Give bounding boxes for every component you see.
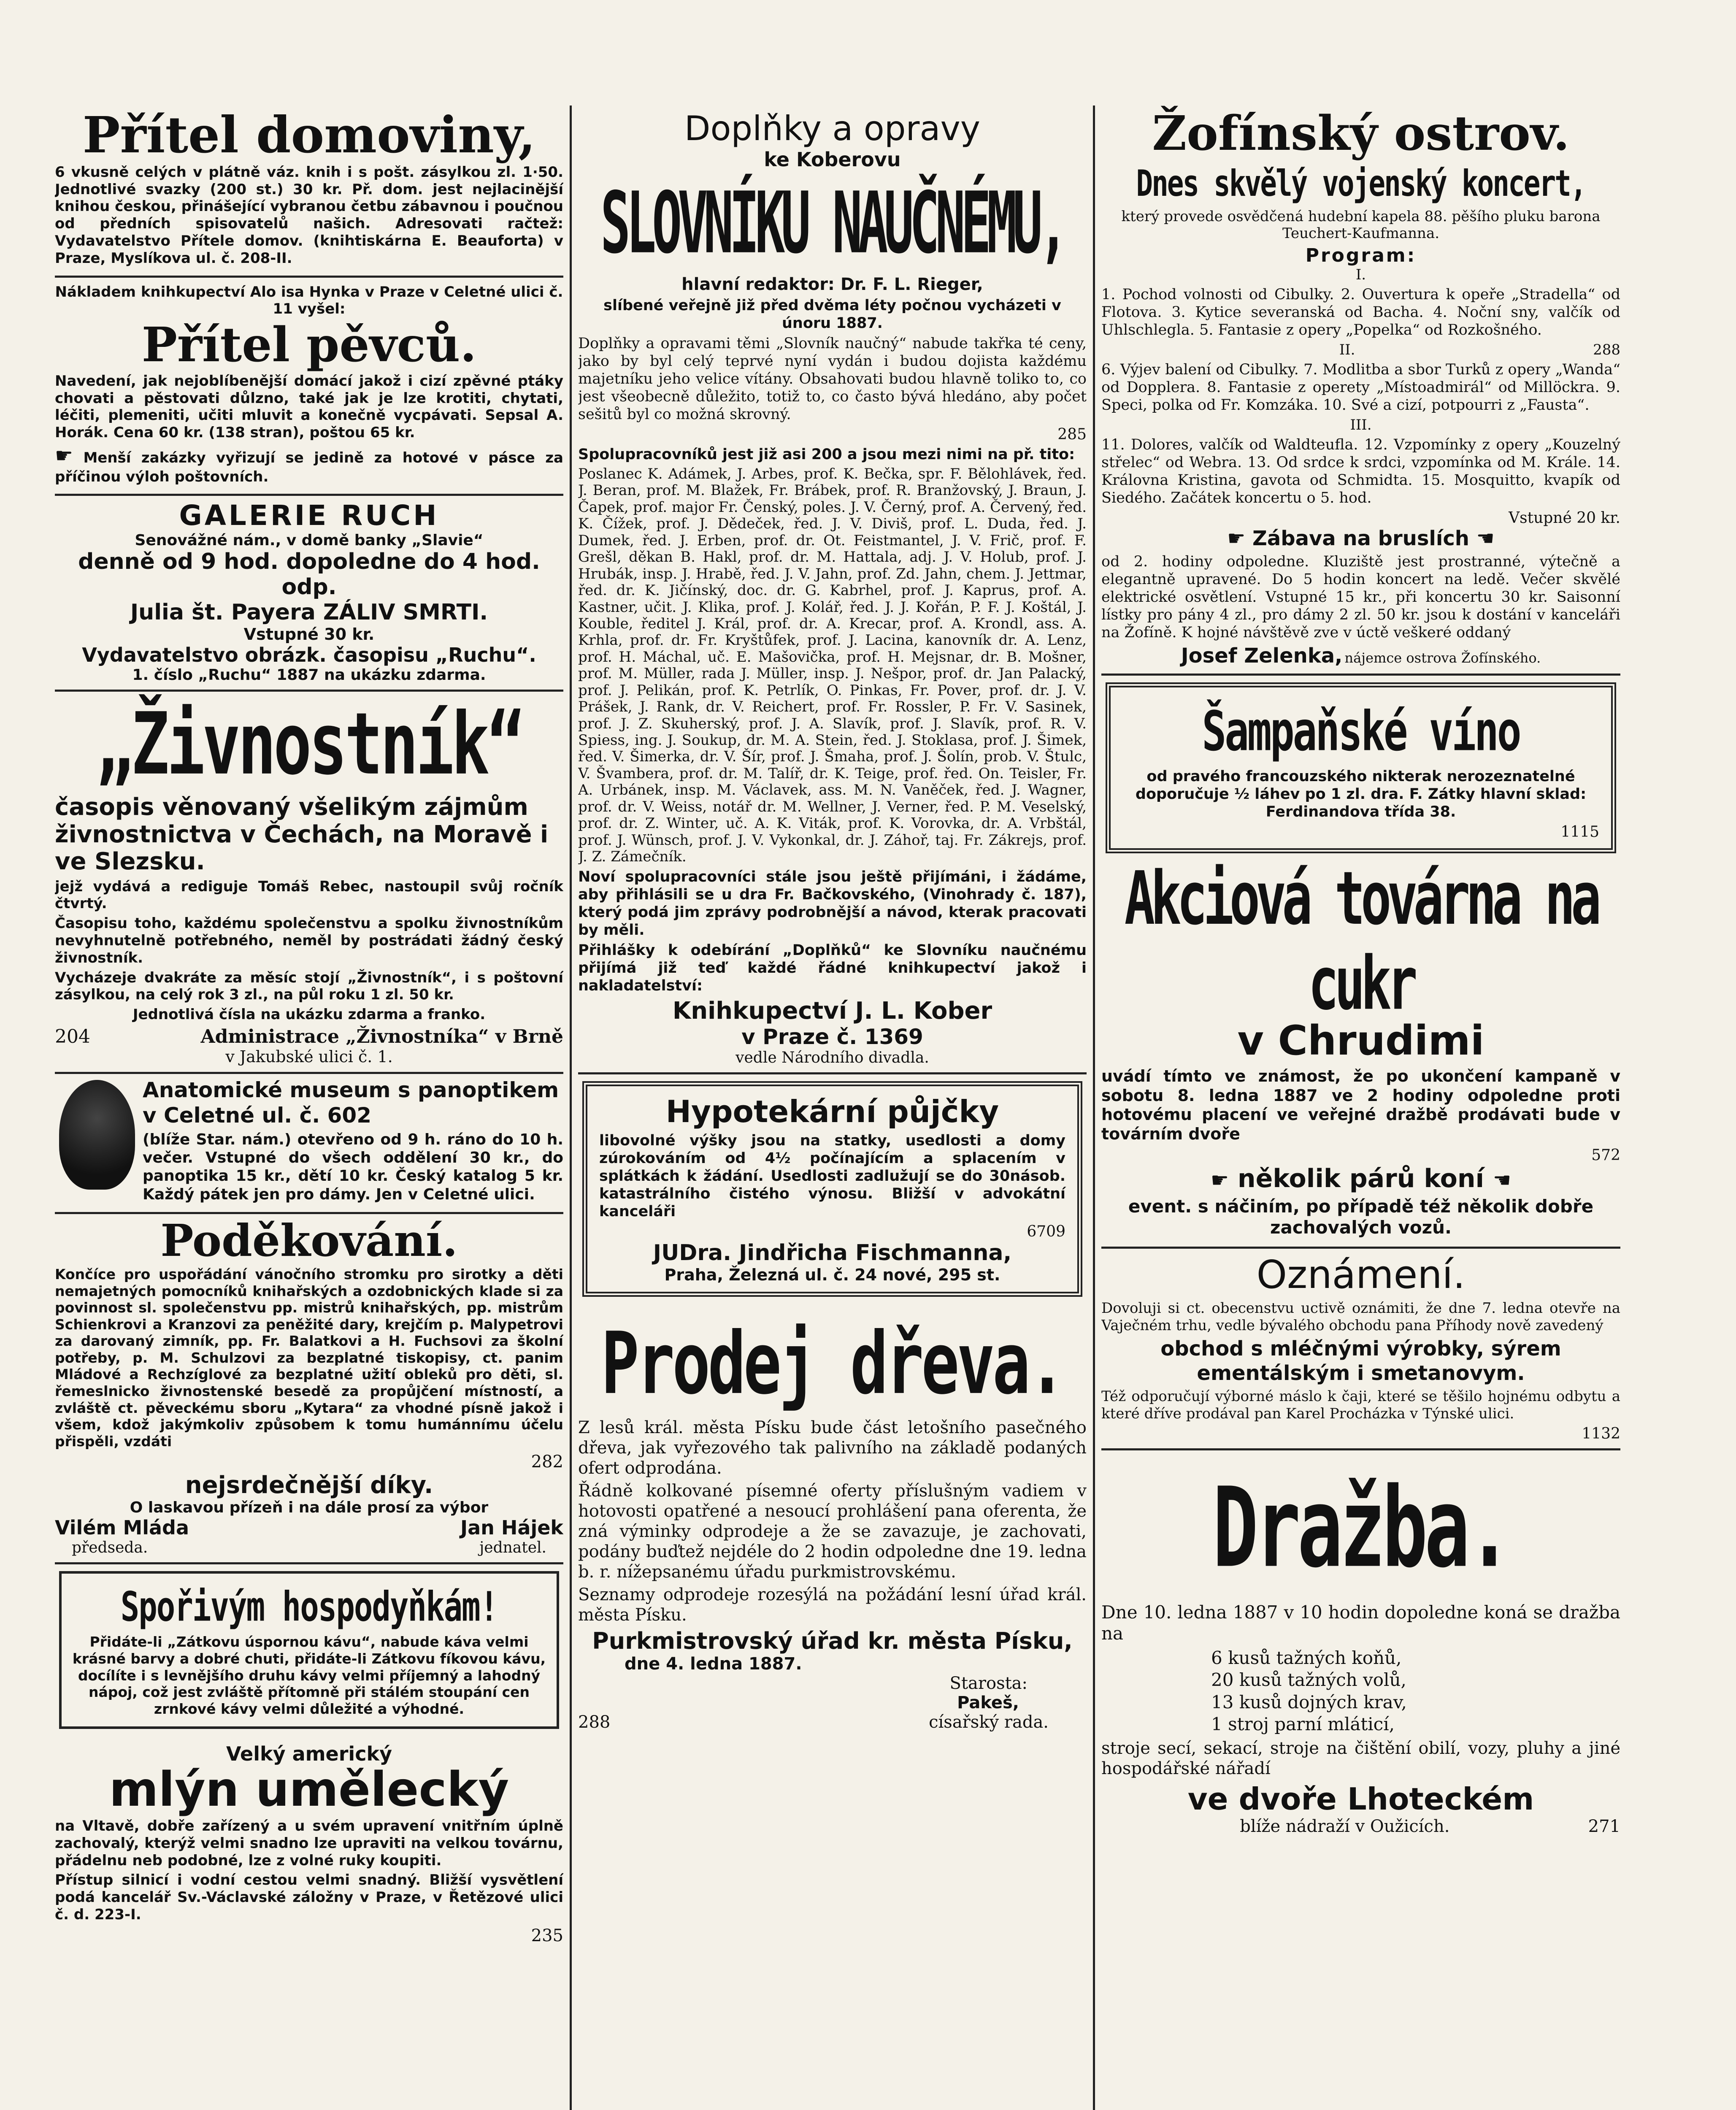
program-part: 1. Pochod volnosti od Cibulky. 2. Ouvertura k opeře „Stradella“ od Flotova. 3. Kytice severanská od Bacha. 4. Noční sny, valčík od Uhlschlegla. 5. Fantasie z opery „Popelka“ od Rozkošného.: [1101, 286, 1620, 339]
ad-number: 288: [578, 1712, 611, 1732]
ad-number: 1115: [1560, 823, 1599, 841]
ad-body: Končíce pro uspořádání vánočního stromku pro sirotky a děti nemajetných pomocníků knihařských a ozdobnických klade si za povinnost sl. společenstvu pp. mistrů knihařských, pp. mistrům Schienkrovi a Kranzovi za peněžité dary, krejčím p. Malypetrovi za darovaný zimník, pp. Fr. Balatkovi a H. Fuchsovi za školní potřeby, p. M. Schulzovi za bezplatné tiskopisy, ct. panim Mládové a Rechzíglové za bezplatné užití obleků pro děti, sl. řemeslnicko živnostenské besedě za propůjčení místností, a zvláště ct. pěveckému sboru „Kytara“ za vhodné písně jakož i všem, kdož jakýmkoliv způsobem k tomu humánnímu účelu přispěli, vzdáti: [55, 1266, 563, 1450]
ad-body: na Vltavě, dobře zařízený a u svém upravení vnitřním úplně zachovalý, kterýž velmi snadno lze upraviti na velkou továrnu, přádelnu neb podobné, lze z volné ruky koupiti.: [55, 1818, 563, 1869]
pointing-hand-icon: ☛: [1210, 1168, 1229, 1192]
editor-line: hlavní redaktor: Dr. F. L. Rieger,: [681, 275, 983, 294]
paragraph: Seznamy odprodeje rozesýlá na požádání lesní úřad král. města Písku.: [578, 1585, 1087, 1625]
paragraph: Doplňky a opravami těmi „Slovník naučný“ nabude takřka té ceny, jako by byl celý teprvé nyní vydán i budou dojista každému majetníku jeho velice vítány. Obsahovati budou hlavně toliko to, co jest všeobecně důležito, totiž to, co často bývá hledáno, aby počet sešitů byl co možná skrovný.: [578, 335, 1087, 423]
program-part: 6. Výjev balení od Cibulky. 7. Modlitba a sbor Turků z opery „Wanda“ od Dopplera. 8. Fantasie z operety „Místoadmirál“ od Millöckra. 9. Speci, polka od Fr. Komzáka. 10. Své a cizí, potpourri z „Fausta“.: [1101, 361, 1620, 414]
ad-akciova-tovarna: [1101, 856, 1620, 1249]
ad-zivnostnik: [55, 692, 563, 1074]
ad-body: libovolné výšky jsou na statky, usedlosti a domy zúrokováním od 4½ počínajícím a splacením v splátkách k žádání. Usedlosti zadlužují se do 30násob. katastrálního čistého výnosu. Bližší v advokátní kanceláři: [599, 1132, 1065, 1220]
ad-title: Žofínský ostrov.: [1152, 106, 1570, 161]
ad-title: Poděkování.: [160, 1214, 458, 1266]
portrait-engraving: [59, 1080, 135, 1190]
paragraph: od 2. hodiny odpoledne. Kluziště jest prostranné, výtečně a elegantně upravené. Do 5 hodin koncert na ledě. Večer skvělé elektrické osvětlení. Vstupné 15 kr., při koncertu 30 kr. Saisonní lístky pro pány 4 zl., pro dámy 2 zl. 50 kr. jsou k dostání v kanceláři na Žofíně. K hojné návštěvě zve v úctě veškeré oddaný: [1101, 553, 1620, 641]
ad-body: Časopisu toho, každému společenstvu a spolku živnostníkům nevyhnutelně potřebného, neměl by postrádati žádný český živnostník.: [55, 915, 563, 966]
signer: Pakeš,: [957, 1693, 1019, 1712]
pointing-hand-icon: ☛: [55, 444, 73, 468]
paragraph: Též odporučují výborné máslo k čaji, které se těšilo hojnému odbytu a které dříve prodával pan Karel Procházka v Týnské ulici.: [1101, 1388, 1620, 1422]
ad-title: „Živnostník“: [95, 695, 523, 794]
ad-body: od pravého francouzského nikterak nerozeznatelné doporučuje ½ láhev po 1 zl. dra. F. Zátky hlavní sklad: Ferdinandova třída 38.: [1135, 768, 1587, 821]
ad-highlight: několik párů koní: [1237, 1163, 1485, 1193]
contributors-list: Poslanec K. Adámek, J. Arbes, prof. K. Bečka, spr. F. Bělohlávek, řed. J. Beran, prof. M. Blažek, Fr. Brábek, prof. R. Branžovský, J. Braun, J. Čapek, prof. major Fr. Čenský, poles. J. V. Černý, prof. A. Červený, řed. K. Čížek, prof. J. Dědeček, řed. J. V. Diviš, prof. L. Duda, řed. J. Dumek, řed. J. Erben, prof. dr. Ot. Feistmantel, J. V. Frič, prof. F. Grešl, děkan B. Hakl, prof. dr. M. Hattala, adj. J. V. Holub, prof. J. Hrubák, insp. J. Hrabě, řed. J. V. Jahn, prof. Zd. Jahn, chem. J. Jettmar, řed. dr. K. Jičínský, doc. dr. G. Kabrhel, prof. J. Kaprus, prof. A. Kastner, učit. J. Klika, prof. J. Kolář, řed. J. J. Kořán, P. F. J. Koštál, J. Kouble, ředitel J. Král, prof. dr. A. Krecar, prof. A. Krondl, ass. A. Krhla, prof. dr. Fr. Kryštůfek, prof. J. Lacina, kanovník dr. A. Lenz, prof. H. Máchal, uč. E. Mašovička, prof. H. Mejsnar, dr. B. Mošner, prof. M. Müller, rada J. Müller, insp. J. Nešpor, prof. dr. Jan Palacký, prof. J. Pelikán, prof. K. Petrlík, O. Pinkas, Fr. Pover, prof. dr. J. V. Prášek, J. Rank, dr. V. Reichert, prof. Fr. Rossler, P. Fr. V. Sasinek, prof. J. Z. Skuherský, prof. J. A. Slavík, prof. J. Slavík, prof. R. V. Spiess, ing. J. Soukup, dr. M. A. Stein, řed. J. Stoklasa, prof. J. Šimek, řed. V. Šimerka, dr. V. Šír, prof. J. Šmaha, prof. J. Šolín, prob. V. Štulc, V. Švambera, prof. dr. M. Talíř, dr. K. Teige, prof. řed. On. Teisler, Fr. A. Urbánek, insp. M. Václavek, ass. M. N. Vaněček, řed. J. Wagner, prof. dr. V. Weiss, notář dr. M. Wellner, J. Verner, řed. P. M. Veselský, prof. dr. Z. Winter, uč. A. K. Viták, prof. K. Vorovka, dr. A. Vrbštál, prof. J. Wünsch, prof. J. V. Vykonkal, dr. J. Záhoř, taj. Fr. Zákrejs, prof. J. Z. Zámečník.: [578, 465, 1087, 866]
ad-galerie-ruch: [55, 496, 563, 692]
ad-title: Prodej dřeva.: [601, 1314, 1064, 1413]
ad-body: event. s náčiním, po případě též několik dobře zachovalých vozů.: [1128, 1196, 1594, 1238]
ad-note: [55, 444, 563, 485]
ad-line: Senovážné nám., v domě banky „Slavie“: [135, 532, 484, 549]
shop-line: obchod s mléčnými výrobky, sýrem ementálským i smetanovym.: [1160, 1336, 1561, 1385]
column-rule: [1093, 106, 1095, 2110]
newspaper-page: [55, 106, 1701, 2110]
ad-number: 572: [1591, 1146, 1620, 1164]
paragraph: Spolupracovníků jest již asi 200 a jsou mezi nimi na př. tito:: [578, 446, 1075, 463]
publisher-address: v Praze č. 1369: [741, 1024, 923, 1049]
ad-pritel-domoviny: [55, 106, 563, 278]
ad-pre: Nákladem knihkupectví Alo isa Hynka v Praze v Celetné ulici č. 11 vyšel:: [55, 283, 563, 318]
signer: Josef Zelenka,: [1181, 644, 1343, 668]
ad-title: Spořivým hospodyňkám!: [120, 1583, 498, 1631]
ad-pritel-pevcu: [55, 278, 563, 496]
signer-1-role: předseda.: [72, 1539, 148, 1557]
intro: slíbené veřejně již před dvěma léty počnou vycházeti v únoru 1887.: [603, 297, 1061, 332]
ad-line: Julia št. Payera ZÁLIV SMRTI.: [130, 600, 488, 625]
auction-item: 20 kusů tažných volů,: [1211, 1669, 1406, 1690]
ad-number: 271: [1588, 1816, 1620, 1836]
publisher: Knihkupectví J. L. Kober: [672, 997, 992, 1025]
part-number: I.: [1355, 266, 1366, 284]
ad-subtitle: v Chrudimi: [1237, 1017, 1485, 1065]
ad-number: 1132: [1582, 1425, 1620, 1442]
ad-number: 285: [1057, 426, 1087, 443]
paragraph: Z lesů král. města Písku bude část letošního pasečného dřeva, jak vyřezového tak palivního na základě podaných ofert odprodána.: [578, 1417, 1087, 1478]
ad-body: Vycházeje dvakráte za měsíc stojí „Živnostník“, i s poštovní zásylkou, na celý rok 3 zl., na půl roku 1 zl. 50 kr.: [55, 969, 563, 1004]
paragraph: Dovoluji si ct. obecenstvu uctivě oznámiti, že dne 7. ledna otevře na Vaječném trhu, vedle bývalého obchodu pana Příhody nově zavedený: [1101, 1300, 1620, 1334]
part-number: III.: [1350, 417, 1372, 434]
ad-line: Vstupné 30 kr.: [243, 625, 375, 644]
ad-headline: SLOVNÍKU NAUČNÉMU,: [600, 173, 1064, 273]
ad-title: Přítel domoviny,: [82, 106, 536, 164]
place: ve dvoře Lhoteckém: [1187, 1781, 1534, 1817]
ad-title: Doplňky a opravy: [684, 109, 981, 148]
ad-admin: Administrace „Živnostníka“ v Brně: [200, 1025, 563, 1047]
ad-zofinsky-ostrov: [1101, 106, 1620, 676]
ad-headline: Dnes skvělý vojenský koncert,: [1136, 162, 1586, 205]
ad-number: 282: [531, 1452, 563, 1472]
signer-2-name: Jan Hájek: [460, 1516, 563, 1539]
column-middle: [578, 106, 1087, 2110]
ad-drazba: [1101, 1450, 1620, 1836]
ad-body: uvádí tímto ve známost, že po ukončení kampaně v sobotu 8. ledna 1887 ve 2 hodiny odpoledne proti hotovému placení ve veřejné dražbě prodávati bude v továrním dvoře: [1101, 1067, 1620, 1143]
ad-sampanske-vino: [1106, 682, 1616, 853]
ad-subtitle: časopis věnovaný všelikým zájmům živnostnictva v Čechách, na Moravě i ve Slezsku.: [55, 793, 549, 876]
pointing-hand-icon: ☚: [1493, 1168, 1512, 1192]
ad-body: Jednotlivá čísla na ukázku zdarma a franko.: [132, 1006, 486, 1023]
admission: Vstupné 20 kr.: [1509, 509, 1620, 527]
paragraph: Noví spolupracovníci stále jsou ještě přijímáni, i žádáme, aby přihlásili se u dra Fr. Bačkovského, (Vinohrady č. 187), který podá jim zprávy podrobnější a návod, kterak pracovati by měli.: [578, 868, 1087, 939]
ad-body: 6 vkusně celých v plátně váz. knih i s pošt. zásylkou zl. 1·50. Jednotlivé svazky (200 st.) 30 kr. Př. dom. jest nejlacinější knihou českou, přinášející vybranou četbu zábavnou i poučnou od předních spisovatelů našich. Adresovati račtež: Vydavatelstvo Přítele domov. (knihtiskárna E. Beauforta) v Praze, Myslíkova ul. č. 208-II.: [55, 163, 563, 267]
ad-body: (blíže Star. nám.) otevřeno od 9 h. ráno do 10 h. večer. Vstupné do všech oddělení 30 kr., do panoptika 15 kr., dětí 10 kr. Český katalog 5 kr. Každý pátek jen pro dámy. Jen v Celetné ulici.: [143, 1131, 563, 1203]
ad-prodej-dreva: [578, 1304, 1087, 1732]
ad-body: Přístup silnicí i vodní cestou velmi snadný. Bližší vysvětlení podá kancelář Sv.-Václavské záložny v Praze, v Řetězové ulici č. d. 223-I.: [55, 1872, 563, 1923]
starosta: Starosta:: [949, 1673, 1028, 1693]
ad-doplnky-slovniku: [578, 106, 1087, 1074]
paragraph: Přihlášky k odebírání „Doplňků“ ke Slovníku naučnému přijímá již teď každé řádné knihkupectví jakož i nakladatelství:: [578, 941, 1087, 994]
ad-title: Anatomické museum s panoptikem v Celetné ul. č. 602: [143, 1077, 559, 1128]
ad-podekovani: [55, 1214, 563, 1565]
ad-title: Akciová továrna na cukr: [1124, 856, 1598, 1027]
ad-title: Šampaňské víno: [1202, 699, 1520, 763]
column-right: [1101, 106, 1620, 2110]
ad-number: 235: [531, 1926, 563, 1945]
ad-anatomicke-museum: [55, 1074, 563, 1214]
ad-line: Vydavatelstvo obrázk. časopisu „Ruchu“.: [82, 644, 536, 667]
pointing-hand-icon: ☚: [1476, 527, 1495, 551]
auction-item: 1 stroj parní mláticí,: [1211, 1714, 1395, 1734]
ad-line: denně od 9 hod. dopoledne do 4 hod. odp.: [78, 549, 540, 600]
pointing-hand-icon: ☛: [1227, 527, 1246, 551]
ad-line: 1. číslo „Ruchu“ 1887 na ukázku zdarma.: [132, 666, 486, 684]
ad-body: jejž vydává a rediguje Tomáš Rebec, nastoupil svůj ročník čtvrtý.: [55, 878, 563, 912]
near: blíže nádraží v Oužicích.: [1240, 1816, 1450, 1836]
paragraph: Řádně kolkované písemné oferty příslušným vadiem v hotovosti opatřené a nesoucí prohlášení pana oferenta, že zná výminky odprodeje a že se zavazuje, je zachovati, podány buďtež nejdéle do 2 hodin odpoledne dne 19. ledna b. r. nížepsanému úřadu purkmistrovskému.: [578, 1481, 1087, 1582]
column-left: [55, 106, 563, 2110]
ad-address: Praha, Železná ul. č. 24 nové, 295 st.: [664, 1265, 1000, 1284]
ad-title: Hypotekární půjčky: [665, 1093, 999, 1129]
ad-number: 204: [55, 1025, 90, 1047]
part-number: II.: [1339, 341, 1355, 359]
publisher-near: vedle Národního divadla.: [736, 1049, 929, 1066]
note-text: Menší zakázky vyřizují se jedině za hotové v pásce za příčinou výloh poštovních.: [55, 449, 563, 485]
intro: který provede osvědčená hudební kapela 88. pěšího pluku barona Teuchert-Kaufmanna.: [1121, 208, 1601, 242]
ad-subtitle: ke Koberovu: [764, 148, 901, 171]
ad-number: 288: [1593, 341, 1620, 359]
signer-2-role: jednatel.: [479, 1539, 546, 1557]
ad-title: GALERIE RUCH: [179, 499, 439, 532]
rank: císařský rada.: [929, 1712, 1049, 1732]
date: dne 4. ledna 1887.: [625, 1654, 802, 1674]
ad-oznameni: [1101, 1249, 1620, 1450]
auction-item: 13 kusů dojných krav,: [1211, 1691, 1407, 1712]
ad-title: Dražba.: [1212, 1464, 1509, 1592]
paragraph: stroje secí, sekací, stroje na čištění obilí, vozy, pluhy a jiné hospodářské nářadí: [1101, 1738, 1620, 1778]
ad-mlyn: [55, 1736, 563, 1945]
signer-role: nájemce ostrova Žofínského.: [1344, 650, 1541, 666]
ad-title: mlýn umělecký: [109, 1762, 509, 1818]
paragraph: Dne 10. ledna 1887 v 10 hodin dopoledne koná se dražba na: [1101, 1601, 1620, 1644]
skating-label: Zábava na bruslích: [1252, 527, 1469, 551]
auction-items: [1101, 1647, 1620, 1736]
ad-body: Navedení, jak nejoblíbenější domácí jakož i cizí zpěvné ptáky chovati a pěstovati důlzno, také jak je lze krotiti, chytati, léčiti, plemeniti, učiti mluvit a konečně vycpávati. Sepsal A. Horák. Cena 60 kr. (138 stran), poštou 65 kr.: [55, 372, 563, 441]
program-heading: Program:: [1305, 245, 1417, 267]
ad-address: v Jakubské ulici č. 1.: [225, 1047, 393, 1066]
signer-1-name: Vilém Mláda: [55, 1516, 189, 1539]
column-rule: [570, 106, 572, 2110]
ad-pre: Velký americký: [226, 1742, 392, 1766]
office: Purkmistrovský úřad kr. města Písku,: [592, 1627, 1073, 1654]
ad-plea: O laskavou přízeň i na dále prosí za výbor: [130, 1499, 489, 1517]
auction-item: 6 kusů tažných koňů,: [1211, 1647, 1402, 1668]
ad-number: 6709: [1027, 1223, 1065, 1240]
skating-title: [1101, 527, 1620, 550]
ad-title: Oznámení.: [1256, 1252, 1466, 1298]
ad-hypotekarni-pujcky: [582, 1081, 1082, 1297]
ad-sporivym-hospodynkam: [59, 1571, 559, 1729]
program-part: 11. Dolores, valčík od Waldteufla. 12. Vzpomínky z opery „Kouzelný střelec“ od Webra. 13. Od srdce k srdci, vzpomínka od M. Krále. 14. Královna Kristina, gavota od Schmidta. 15. Mosquitto, kvapík od Siedého. Začátek koncertu o 5. hod.: [1101, 436, 1620, 507]
ad-title: Přítel pěvců.: [141, 317, 477, 373]
ad-thanks: nejsrdečnější díky.: [185, 1472, 433, 1499]
ad-body: Přidáte-li „Zátkovu úspornou kávu“, nabude káva velmi krásné barvy a dobré chuti, přidáte-li Zátkovu fíkovou kávu, docílíte i s levnějšího druhu kávy velmi příjemný a lahodný nápoj, což jest zvláště přítomně při stálém stoupání cen zrnkové kávy velmi důležité a výhodné.: [72, 1634, 546, 1717]
ad-name: JUDra. Jindřicha Fischmanna,: [653, 1240, 1012, 1266]
